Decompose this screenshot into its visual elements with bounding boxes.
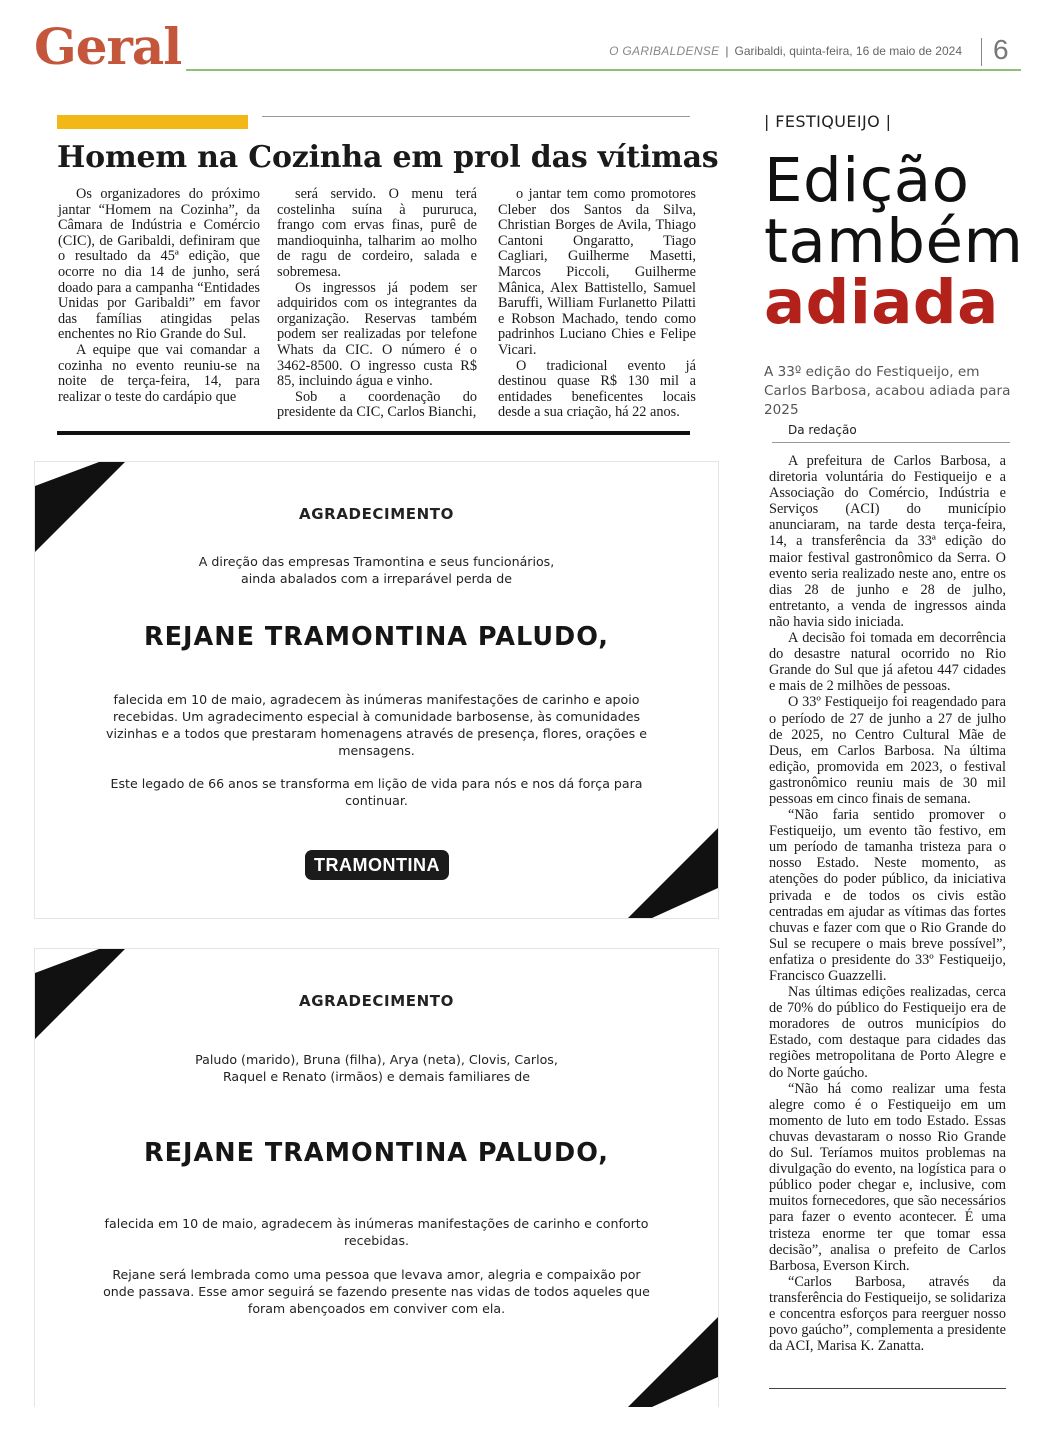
headline-line: Edição	[764, 145, 970, 216]
ad-intro-line: ainda abalados com a irreparável perda de	[240, 571, 512, 586]
paragraph: Nas últimas edições realizadas, cerca de 70% do público do Festiqueijo era de moradores de outros municípios do Estado, com destaque para cidades das regiões metropolitana de Porto Alegre e do Norte gaúcho.	[769, 984, 1006, 1081]
ad-intro	[95, 1051, 658, 1085]
article-column-2	[277, 187, 477, 421]
paragraph: “Carlos Barbosa, através da transferência do Festiqueijo, se solidariza e concentra esforços para reerguer nosso povo gaúcho”, complementa a presidente da ACI, Marisa K. Zanatta.	[769, 1273, 1007, 1355]
paragraph: A equipe que vai comandar a cozinha no evento reuniu-se na noite de terça-feira, 14, para realizar o teste do cardápio que	[58, 341, 260, 405]
right-headline	[764, 145, 1034, 338]
section-title: Geral	[34, 17, 182, 76]
header-divider	[186, 69, 1021, 71]
deceased-name: REJANE TRAMONTINA PALUDO,	[143, 622, 609, 652]
page-number: 6	[993, 34, 1009, 65]
ad-title: AGRADECIMENTO	[299, 505, 454, 523]
ad-body: Rejane será lembrada como uma pessoa que levava amor, alegria e compaixão por onde passava. Esse amor seguirá se fazendo presente nas vidas de todos aqueles que foram abençoados em conviver com ela.	[103, 1267, 650, 1316]
article-column-1	[58, 187, 260, 405]
ad-title: AGRADECIMENTO	[299, 992, 454, 1010]
paragraph: será servido. O menu terá costelinha suína à pururuca, frango com ervas finas, purê de mandioquinha, talharim ao molho de ragu de cordeiro, salada e sobremesa.	[277, 186, 477, 280]
byline: Da redação	[788, 423, 857, 437]
mourning-ribbon-icon	[628, 1317, 718, 1407]
paragraph: O 33º Festiqueijo foi reagendado para o período de 27 de junho a 27 de julho de 2025, no Centro Cultural Mãe de Deus, em Carlos Barbosa. Na última edição, promovida em 2023, o festival gastronômico reuniu mais de 30 mil pessoas em cinco finais de semana.	[769, 694, 1006, 807]
ad-intro-line: Raquel e Renato (irmãos) e demais familiares de	[222, 1069, 531, 1084]
mourning-ribbon-icon	[628, 828, 718, 918]
deceased-name: REJANE TRAMONTINA PALUDO,	[143, 1138, 609, 1168]
dateline: Garibaldi, quinta-feira, 16 de maio de 2024	[734, 44, 962, 58]
thank-you-ad-family	[34, 948, 719, 1407]
masthead	[560, 44, 962, 58]
paragraph: Os ingressos já podem ser adquiridos com os integrantes da organização. Reservas também podem ser realizadas por telefone Whats da CIC. O número é o 3462-8500. O ingresso custa R$ 85, incluindo água e vinho.	[277, 279, 477, 390]
paragraph: o jantar tem como promotores Cleber dos Santos da Silva, Christian Borges de Avila, Thiago Cantoni Ongaratto, Tiago Cagliari, Guilherme Masetti, Marcos Piccoli, Guilherme Mânica, Alex Battistello, Samuel Baruffi, William Furlanetto Pilatti e Robson Machado, tendo como padrinhos Luciano Chies e Felipe Vicari.	[498, 186, 696, 358]
paragraph: “Não faria sentido promover o Festiqueijo, um evento tão festivo, em um período de tamanha tristeza para o nosso Estado. Neste momento, as atenções do poder público, da iniciativa privada e de todos os civis estão centradas em ajudar as vítimas das fortes chuvas e fazer com que o Rio Grande do Sul se recupere o mais breve possível”, enfatiza o presidente do 33º Festiqueijo, Francisco Guazzelli.	[769, 807, 1006, 984]
paragraph: “Não há como realizar uma festa alegre como é o Festiqueijo em um momento de luto em todo Estado. Essas chuvas devastaram o nosso Rio Grande do Sul. Teríamos muitos problemas na divulgação do evento, na logística para o público poder chegar e, inclusive, com muitos fornecedores, que são necessários para fazer o evento acontecer. É uma tristeza enorme ter que tomar essa decisão”, analisa o prefeito de Carlos Barbosa, Everson Kirch.	[769, 1080, 1006, 1274]
masthead-separator: |	[725, 44, 729, 58]
ad-body: falecida em 10 de maio, agradecem às inúmeras manifestações de carinho e conforto recebidas.	[104, 1216, 649, 1248]
byline-rule	[772, 442, 1010, 443]
article-end-rule	[769, 1388, 1006, 1389]
paragraph: A prefeitura de Carlos Barbosa, a diretoria voluntária do Festiqueijo e a Associação do Comércio, Indústria e Serviços (ACI) do município anunciaram, na tarde desta terça-feira, 14, a transferência da 33ª edição do maior festival gastronômico da Serra. O evento seria realizado neste ano, entre os dias 28 de junho e 28 de julho, entretanto, a venda de ingressos ainda não havia sido iniciada.	[769, 453, 1006, 630]
right-article-body	[769, 453, 1006, 1354]
paragraph: Sob a coordenação do presidente da CIC, Carlos Bianchi,	[277, 388, 477, 421]
article-headline: Homem na Cozinha em prol das vítimas	[57, 140, 719, 175]
paragraph: O tradicional evento já destinou quase R$ 130 mil a entidades beneficentes locais desde a sua criação, há 22 anos.	[498, 357, 696, 421]
article-column-3	[498, 187, 696, 421]
article-lead: A 33º edição do Festiqueijo, em Carlos Barbosa, acabou adiada para 2025	[764, 364, 1011, 418]
ad-body: falecida em 10 de maio, agradecem às inúmeras manifestações de carinho e apoio recebidas. Um agradecimento especial à comunidade barbosense, às comunidades vizinhas e a todos que prestaram homenagens através de presença, flores, orações e mensagens.	[106, 692, 647, 758]
headline-line-highlight: adiada	[764, 267, 999, 338]
article-top-rule	[262, 116, 690, 117]
page-number-divider	[981, 38, 982, 66]
paragraph: A decisão foi tomada em decorrência do desastre natural ocorrido no Rio Grande do Sul que já afetou 447 cidades e mais de 2 milhões de pessoas.	[769, 630, 1006, 695]
paper-name: O GARIBALDENSE	[609, 44, 720, 58]
paragraph: Os organizadores do próximo jantar “Homem na Cozinha”, da Câmara de Indústria e Comércio (CIC), de Garibaldi, definiram que o resultado da 45ª edição, que ocorre no dia 14 de junho, será doado para a campanha “Entidades Unidas por Garibaldi” em favor das famílias atingidas pelas enchentes no Rio Grande do Sul.	[58, 186, 260, 343]
ad-body: Este legado de 66 anos se transforma em lição de vida para nós e nos dá força para continuar.	[110, 776, 643, 808]
thank-you-ad-tramontina	[34, 461, 719, 919]
tramontina-logo: TRAMONTINA	[305, 850, 449, 880]
accent-bar	[57, 115, 248, 129]
ad-intro	[95, 553, 658, 587]
ad-intro-line: A direção das empresas Tramontina e seus funcionários,	[198, 554, 555, 569]
headline-line: também	[764, 206, 1024, 277]
article-kicker: | FESTIQUEIJO |	[764, 112, 892, 131]
article-bottom-rule	[57, 431, 690, 435]
ad-intro-line: Paludo (marido), Bruna (filha), Arya (neta), Clovis, Carlos,	[195, 1052, 558, 1067]
